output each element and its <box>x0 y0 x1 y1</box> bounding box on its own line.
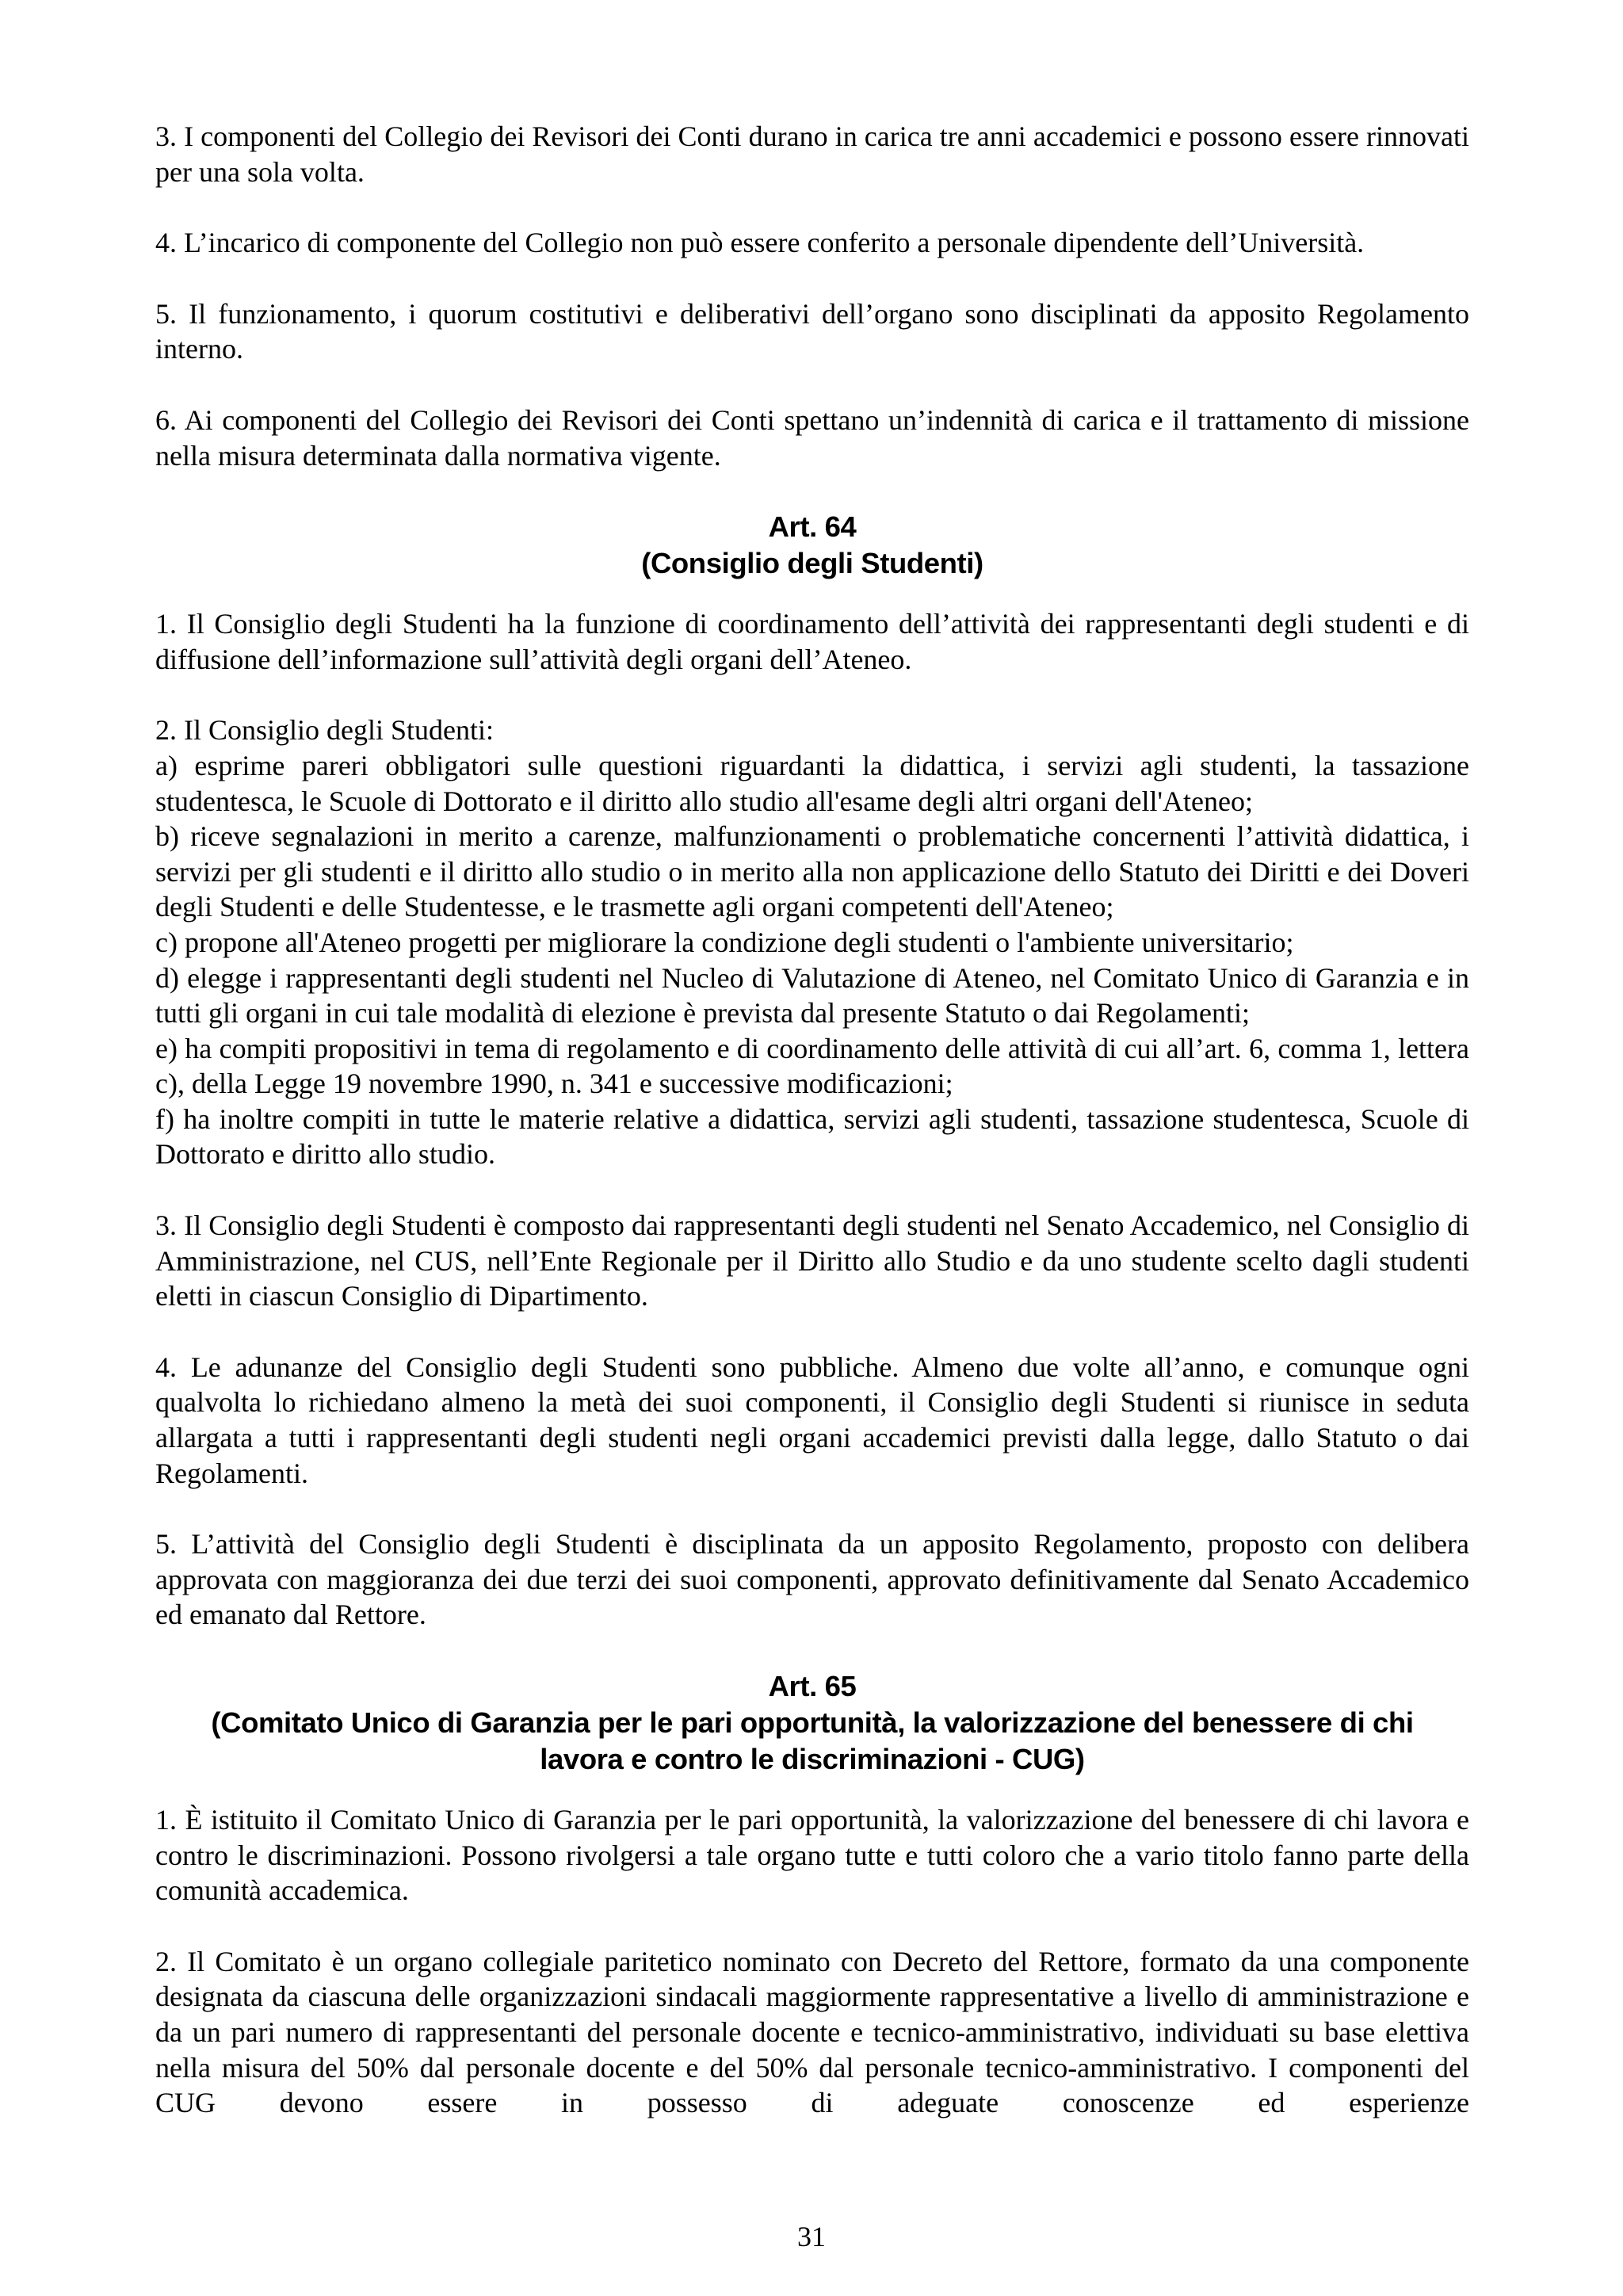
art63-paragraph-4: 4. L’incarico di componente del Collegio non può essere conferito a personale dipendente dell’Università. <box>155 227 1365 259</box>
art64-item-c: c) propone all'Ateneo progetti per migliorare la condizione degli studenti o l'ambiente universitario; <box>155 926 1294 958</box>
art65-title-line-1: (Comitato Unico di Garanzia per le pari opportunità, la valorizzazione del benessere di chi <box>211 1706 1414 1739</box>
art63-paragraph-3: 3. I componenti del Collegio dei Revisori dei Conti durano in carica tre anni accademici e possono essere rinnovati per una sola volta. <box>155 120 1469 188</box>
art64-item-a: a) esprime pareri obbligatori sulle questioni riguardanti la didattica, i servizi agli studenti, la tassazione studentesca, le Scuole di Dottorato e il diritto allo studio all'esame degli altri organi dell'Ateneo; <box>155 749 1469 817</box>
art64-title: (Consiglio degli Studenti) <box>641 547 983 580</box>
art64-number: Art. 64 <box>768 510 857 544</box>
art64-paragraph-1: 1. Il Consiglio degli Studenti ha la funzione di coordinamento dell’attività dei rappresentanti degli studenti e di diffusione dell’informazione sull’attività degli organi dell’Ateneo. <box>155 608 1469 675</box>
art64-paragraph-2-intro: 2. Il Consiglio degli Studenti: <box>155 714 495 747</box>
art65-title-line-2: lavora e contro le discriminazioni - CUG) <box>540 1743 1085 1775</box>
art65-paragraph-2: 2. Il Comitato è un organo collegiale paritetico nominato con Decreto del Rettore, formato da una componente designata da ciascuna delle organizzazioni sindacali maggiormente rappresentative a livello di amministrazione e da un pari numero di rappresentanti del personale docente e tecnico-amministrativo, individuati su base elettiva nella misura del 50% dal personale docente e del 50% dal personale tecnico-amministrativo. I componenti del CUG devono essere in possesso di adeguate conoscenze ed esperienze <box>155 1945 1469 2119</box>
art64-heading <box>155 509 1469 582</box>
art65-heading <box>155 1668 1469 1778</box>
art65-number: Art. 65 <box>768 1670 857 1702</box>
art64-paragraph-4: 4. Le adunanze del Consiglio degli Studenti sono pubbliche. Almeno due volte all’anno, e comunque ogni qualvolta lo richiedano almeno la metà dei suoi componenti, il Consiglio degli Studenti si riunisce in seduta allargata a tutti i rappresentanti degli studenti negli organi accademici previsti dalla legge, dallo Statuto o dai Regolamenti. <box>155 1350 1469 1489</box>
art64-paragraph-2 <box>155 712 1469 1172</box>
art64-item-e: e) ha compiti propositivi in tema di regolamento e di coordinamento delle attività di cui all’art. 6, comma 1, lettera c), della Legge 19 novembre 1990, n. 341 e successive modificazioni; <box>155 1032 1469 1100</box>
art64-paragraph-5: 5. L’attività del Consiglio degli Studenti è disciplinata da un apposito Regolamento, proposto con delibera approvata con maggioranza dei due terzi dei suoi componenti, approvato definitivamente dal Senato Accademico ed emanato dal Rettore. <box>155 1528 1469 1631</box>
art64-paragraph-3: 3. Il Consiglio degli Studenti è composto dai rappresentanti degli studenti nel Senato Accademico, nel Consiglio di Amministrazione, nel CUS, nell’Ente Regionale per il Diritto allo Studio e da uno studente scelto dagli studenti eletti in ciascun Consiglio di Dipartimento. <box>155 1209 1469 1312</box>
page-number: 31 <box>797 2221 826 2252</box>
art63-paragraph-5: 5. Il funzionamento, i quorum costitutivi e deliberativi dell’organo sono disciplinati da apposito Regolamento interno. <box>155 297 1469 365</box>
document-page <box>155 119 1469 2121</box>
art65-paragraph-1: 1. È istituito il Comitato Unico di Garanzia per le pari opportunità, la valorizzazione del benessere di chi lavora e contro le discriminazioni. Possono rivolgersi a tale organo tutte e tutti coloro che a vario titolo fanno parte della comunità accademica. <box>155 1804 1469 1907</box>
art64-item-b: b) riceve segnalazioni in merito a carenze, malfunzionamenti o problematiche concernenti l’attività didattica, i servizi per gli studenti e il diritto allo studio o in merito alla non applicazione dello Statuto dei Diritti e dei Doveri degli Studenti e delle Studentesse, e le trasmette agli organi competenti dell'Ateneo; <box>155 820 1469 923</box>
art64-item-f: f) ha inoltre compiti in tutte le materie relative a didattica, servizi agli studenti, tassazione studentesca, Scuole di Dottorato e diritto allo studio. <box>155 1102 1469 1171</box>
art63-paragraph-6: 6. Ai componenti del Collegio dei Revisori dei Conti spettano un’indennità di carica e il trattamento di missione nella misura determinata dalla normativa vigente. <box>155 403 1469 472</box>
art64-item-d: d) elegge i rappresentanti degli studenti nel Nucleo di Valutazione di Ateneo, nel Comitato Unico di Garanzia e in tutti gli organi in cui tale modalità di elezione è prevista dal presente Statuto o dai Regolamenti; <box>155 961 1469 1030</box>
